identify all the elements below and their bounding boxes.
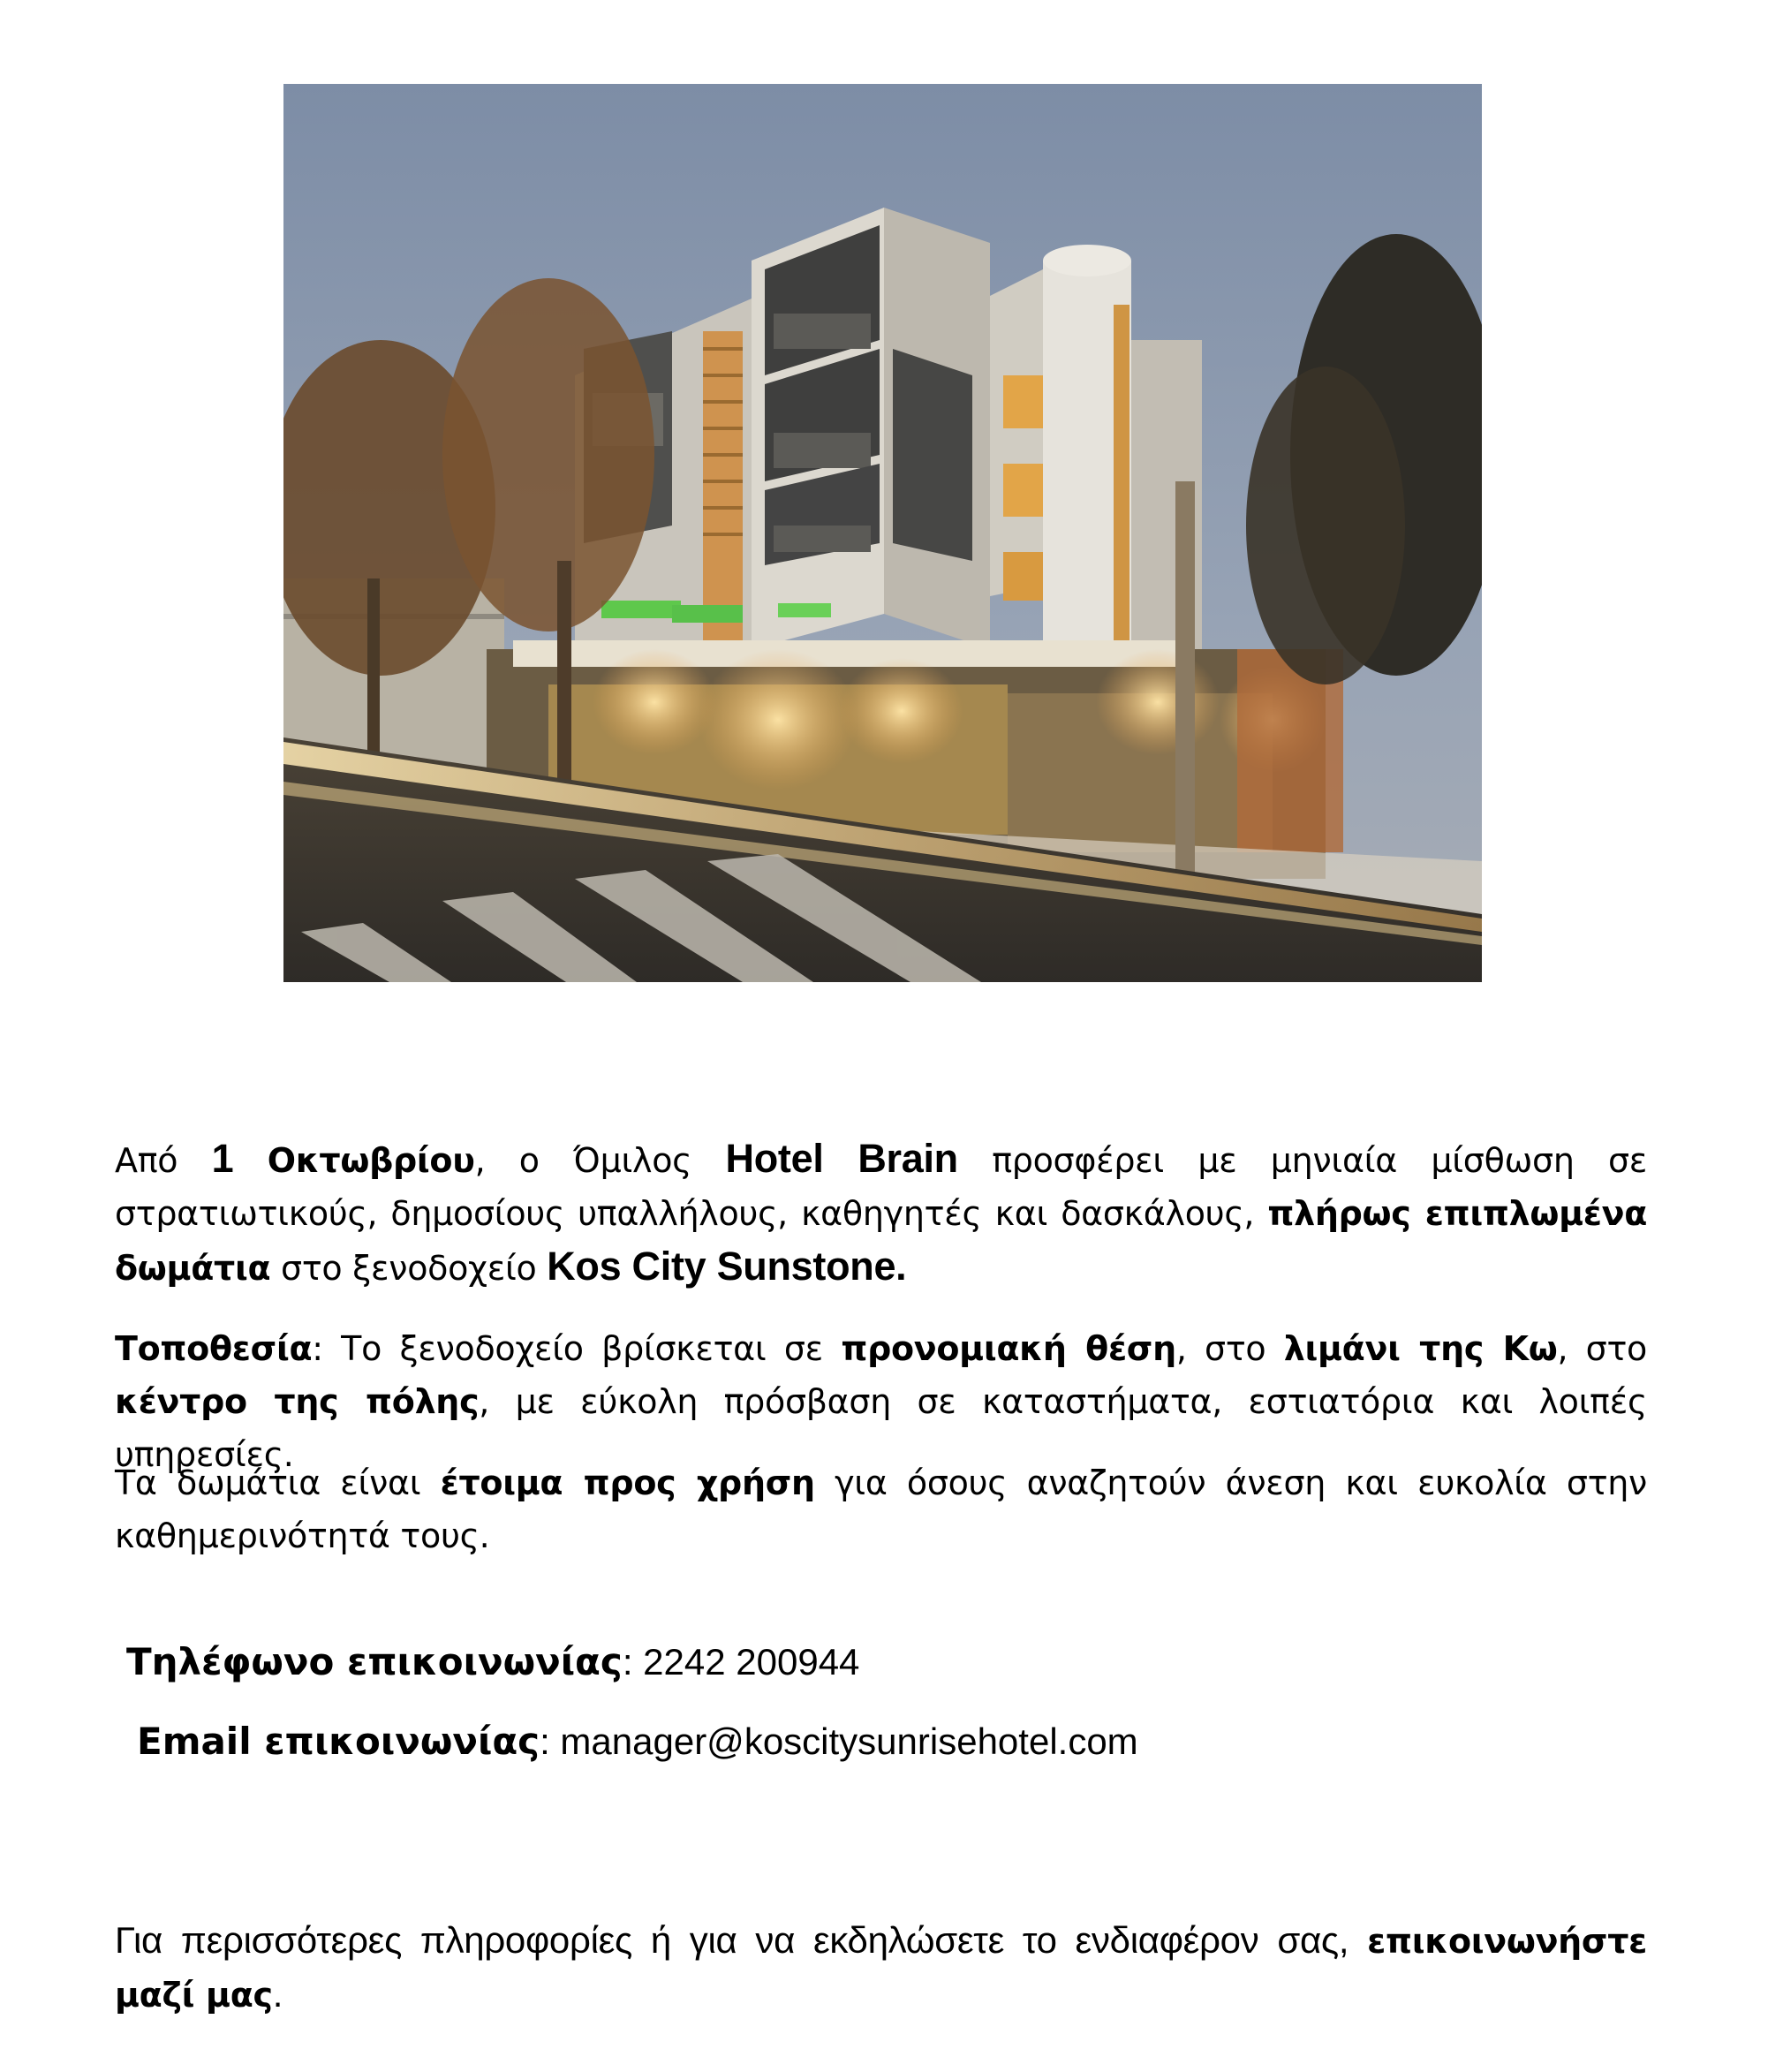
call-to-action: επικοινωνήστε μαζί μας [115, 1922, 1647, 2015]
start-date-day: 1 [211, 1136, 234, 1181]
intro-paragraph [115, 1132, 1647, 1295]
rooms-paragraph [115, 1456, 1647, 1562]
intro-text: προσφέρει με μηνιαία μίσθωση σε στρατιωτικούς, δημοσίους υπαλλήλους, καθηγητές και δασκάλους, [115, 1141, 1648, 1233]
closing-text: Για περισσότερες πληροφορίες ή για να εκδηλώσετε το ενδιαφέρον σας, [115, 1919, 1368, 1961]
hotel-name: Kos City Sunstone. [547, 1244, 907, 1289]
email-label: Email επικοινωνίας [137, 1720, 540, 1763]
offer-highlight: πλήρως επιπλωμένα δωμάτια [115, 1194, 1648, 1288]
intro-text: Από [115, 1141, 212, 1180]
location-highlight: κέντρο της πόλης [115, 1382, 480, 1421]
start-date-month: Οκτωβρίου [267, 1141, 475, 1180]
rooms-highlight: έτοιμα προς χρήση [440, 1463, 815, 1502]
email-address-link[interactable]: manager@koscitysunrisehotel.com [560, 1720, 1138, 1762]
closing-text: . [272, 1973, 283, 2015]
intro-text: στο ξενοδοχείο [270, 1249, 548, 1288]
phone-number-link[interactable]: 2242 200944 [643, 1641, 860, 1683]
location-text: : Το ξενοδοχείο βρίσκεται σε [312, 1329, 842, 1368]
separator: : [540, 1720, 561, 1762]
intro-text: , ο Όμιλος [474, 1141, 726, 1180]
email-contact [137, 1715, 1138, 1769]
location-text: , στο [1557, 1329, 1647, 1368]
spacer-text [233, 1141, 267, 1180]
company-name: Hotel Brain [725, 1136, 958, 1181]
location-text: , με εύκολη πρόσβαση σε καταστήματα, εστιατόρια και λοιπές υπηρεσίες. [115, 1382, 1648, 1474]
hotel-night-street-image [283, 84, 1482, 982]
rooms-text: για όσους αναζητούν άνεση και ευκολία στην καθημερινότητά τους. [115, 1463, 1647, 1555]
rooms-text: Τα δωμάτια είναι [115, 1463, 441, 1502]
location-text: , στο [1175, 1329, 1284, 1368]
separator: : [622, 1641, 644, 1683]
phone-contact [126, 1636, 859, 1690]
location-label: Τοποθεσία [115, 1329, 313, 1368]
closing-paragraph [115, 1914, 1647, 2022]
location-highlight: λιμάνι της Κω [1283, 1329, 1558, 1368]
hotel-photo [283, 84, 1482, 982]
location-highlight: προνομιακή θέση [841, 1329, 1176, 1368]
phone-label: Τηλέφωνο επικοινωνίας [126, 1640, 623, 1683]
